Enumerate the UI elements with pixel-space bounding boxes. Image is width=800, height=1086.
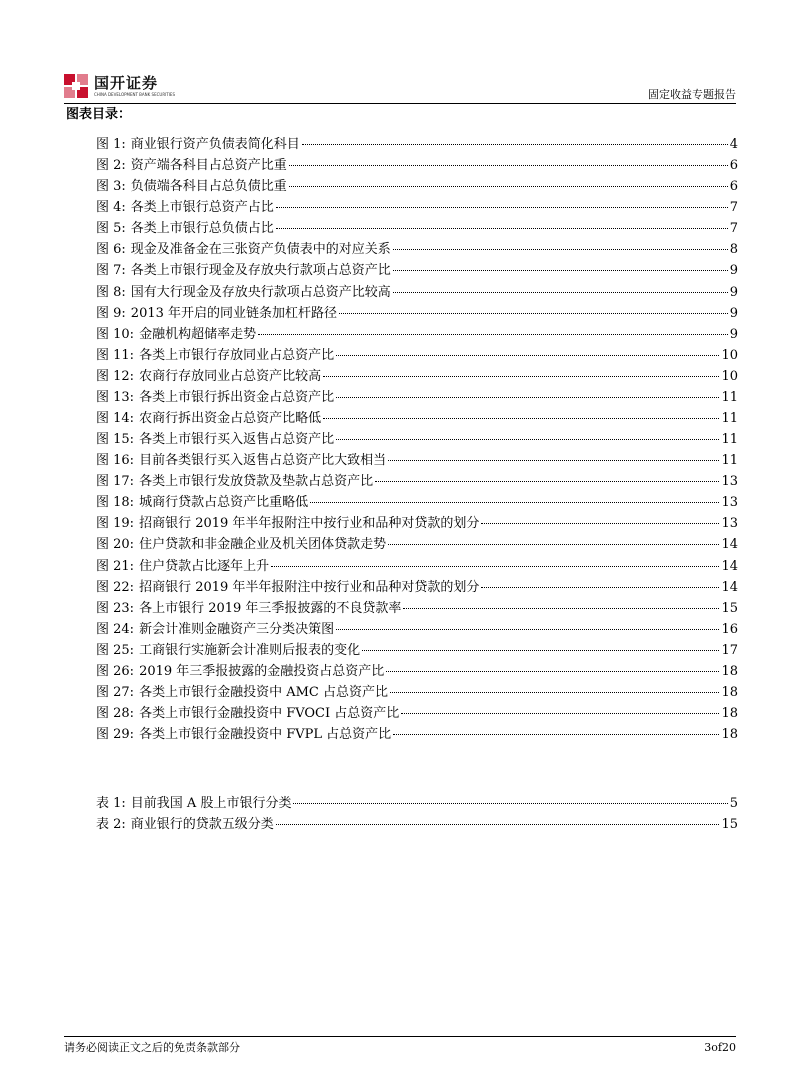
figure-label: 图 29: [96, 727, 135, 743]
figure-page-number: 11 [721, 432, 738, 448]
table-title: 商业银行的贷款五级分类 [130, 817, 274, 833]
figure-entry[interactable] [96, 260, 738, 281]
figure-entry[interactable] [96, 282, 738, 303]
dot-leader [276, 207, 728, 208]
figure-page-number: 16 [721, 621, 738, 637]
figure-page-number: 13 [721, 516, 738, 532]
figure-label: 图 5: [96, 221, 126, 237]
figure-page-number: 11 [721, 389, 738, 405]
table-entry[interactable] [96, 814, 738, 835]
figure-page-number: 11 [721, 453, 738, 469]
figure-title: 招商银行 2019 年半年报附注中按行业和品种对贷款的划分 [139, 516, 480, 532]
figure-entry[interactable] [96, 450, 738, 471]
figure-entry[interactable] [96, 619, 738, 640]
figure-title: 金融机构超储率走势 [139, 326, 257, 342]
figure-label: 图 10: [96, 326, 135, 342]
page-number: 3of20 [704, 1041, 736, 1054]
figure-entry[interactable] [96, 218, 738, 239]
table-page-number: 15 [721, 817, 738, 833]
figure-page-number: 15 [721, 600, 738, 616]
figure-title: 各类上市银行拆出资金占总资产比 [139, 389, 335, 405]
dot-leader [390, 692, 719, 693]
figure-title: 各类上市银行金融投资中 FVPL 占总资产比 [139, 727, 392, 743]
dot-leader [393, 270, 728, 271]
figure-label: 图 8: [96, 284, 126, 300]
figure-page-number: 9 [729, 326, 738, 342]
dot-leader [323, 418, 719, 419]
figure-entry[interactable] [96, 155, 738, 176]
figure-page-number: 10 [721, 347, 738, 363]
figure-page-number: 18 [721, 663, 738, 679]
dot-leader [375, 481, 719, 482]
figure-label: 图 23: [96, 600, 135, 616]
figure-page-number: 13 [721, 474, 738, 490]
toc-title: 图表目录： [66, 107, 132, 122]
figure-label: 图 24: [96, 621, 135, 637]
figure-title: 各类上市银行金融投资中 AMC 占总资产比 [139, 685, 388, 701]
figure-page-number: 4 [729, 137, 738, 152]
figure-label: 图 16: [96, 453, 135, 469]
figure-page-number: 18 [721, 685, 738, 701]
table-title: 目前我国 A 股上市银行分类 [130, 796, 292, 811]
figure-title: 各类上市银行金融投资中 FVOCI 占总资产比 [139, 706, 400, 722]
figure-label: 图 4: [96, 200, 126, 216]
dot-leader [388, 460, 719, 461]
figure-label: 图 2: [96, 158, 126, 174]
figure-label: 图 18: [96, 495, 135, 511]
figure-title: 各类上市银行现金及存放央行款项占总资产比 [130, 263, 391, 279]
figure-page-number: 7 [729, 200, 738, 216]
figure-label: 图 19: [96, 516, 135, 532]
footer-divider [64, 1036, 736, 1037]
figure-title: 2019 年三季报披露的金融投资占总资产比 [139, 663, 385, 679]
table-label: 表 2: [96, 817, 126, 833]
dot-leader [289, 186, 728, 187]
dot-leader [393, 292, 728, 293]
report-type: 固定收益专题报告 [648, 88, 736, 101]
figure-entry[interactable] [96, 366, 738, 387]
dot-leader [393, 249, 728, 250]
dot-leader [302, 144, 728, 145]
dot-leader [323, 376, 719, 377]
dot-leader [276, 824, 720, 825]
figure-entry[interactable] [96, 345, 738, 366]
figure-label: 图 27: [96, 685, 135, 701]
dot-leader [481, 587, 719, 588]
figure-label: 图 11: [96, 347, 135, 363]
figure-entry[interactable] [96, 197, 738, 218]
figure-title: 负债端各科目占总负债比重 [130, 179, 287, 195]
dot-leader [258, 334, 728, 335]
figure-page-number: 14 [721, 537, 738, 553]
dot-leader [386, 671, 719, 672]
figure-label: 图 22: [96, 579, 135, 595]
logo-chinese-name: 国开证券 [94, 74, 159, 92]
figure-label: 图 21: [96, 558, 135, 574]
figure-page-number: 7 [729, 221, 738, 237]
figure-entry[interactable] [96, 513, 738, 534]
figure-page-number: 14 [721, 558, 738, 574]
figure-page-number: 11 [721, 411, 738, 427]
figure-page-number: 18 [721, 706, 738, 722]
figure-title: 农商行拆出资金占总资产比略低 [139, 411, 322, 427]
table-entry[interactable] [96, 793, 738, 814]
dot-leader [481, 523, 719, 524]
figure-label: 图 9: [96, 305, 126, 321]
dot-leader [293, 803, 727, 804]
figure-page-number: 9 [729, 263, 738, 279]
figure-entry[interactable] [96, 471, 738, 492]
footer-disclaimer: 请务必阅读正文之后的免责条款部分 [64, 1041, 240, 1054]
logo-mark-icon [64, 74, 88, 98]
table-list [96, 793, 738, 835]
figure-label: 图 7: [96, 263, 126, 279]
figure-entry[interactable] [96, 703, 738, 724]
figure-page-number: 18 [721, 727, 738, 743]
dot-leader [289, 165, 728, 166]
figure-title: 工商银行实施新会计准则后报表的变化 [139, 642, 361, 658]
figure-entry[interactable] [96, 640, 738, 661]
figure-title: 资产端各科目占总资产比重 [130, 158, 287, 174]
figure-entry[interactable] [96, 534, 738, 555]
figure-label: 图 20: [96, 537, 135, 553]
figure-title: 现金及准备金在三张资产负债表中的对应关系 [130, 242, 391, 258]
figure-entry[interactable] [96, 176, 738, 197]
figure-title: 各类上市银行存放同业占总资产比 [139, 347, 335, 363]
figure-entry[interactable] [96, 492, 738, 513]
figure-page-number: 6 [729, 179, 738, 195]
figure-list [96, 134, 738, 745]
figure-entry[interactable] [96, 661, 738, 682]
figure-entry[interactable] [96, 724, 738, 745]
figure-page-number: 13 [721, 495, 738, 511]
figure-entry[interactable] [96, 239, 738, 260]
dot-leader [393, 734, 719, 735]
figure-page-number: 17 [721, 642, 738, 658]
dot-leader [339, 313, 728, 314]
figure-page-number: 14 [721, 579, 738, 595]
figure-entry[interactable] [96, 556, 738, 577]
dot-leader [271, 566, 719, 567]
figure-entry[interactable] [96, 682, 738, 703]
figure-title: 2013 年开启的同业链条加杠杆路径 [130, 305, 338, 321]
figure-title: 商业银行资产负债表简化科目 [130, 137, 300, 152]
dot-leader [336, 397, 719, 398]
figure-entry[interactable] [96, 387, 738, 408]
figure-title: 城商行贷款占总资产比重略低 [139, 495, 309, 511]
figure-page-number: 8 [729, 242, 738, 258]
figure-label: 图 13: [96, 389, 135, 405]
figure-entry[interactable] [96, 134, 738, 155]
figure-entry[interactable] [96, 324, 738, 345]
figure-label: 图 28: [96, 706, 135, 722]
figure-title: 国有大行现金及存放央行款项占总资产比较高 [130, 284, 391, 300]
figure-entry[interactable] [96, 303, 738, 324]
figure-title: 各类上市银行总资产占比 [130, 200, 274, 216]
dot-leader [401, 713, 719, 714]
dot-leader [336, 629, 719, 630]
figure-title: 各上市银行 2019 年三季报披露的不良贷款率 [139, 600, 402, 616]
table-page-number: 5 [729, 796, 738, 811]
figure-title: 各类上市银行总负债占比 [130, 221, 274, 237]
dot-leader [362, 650, 719, 651]
figure-label: 图 25: [96, 642, 135, 658]
figure-label: 图 17: [96, 474, 135, 490]
figure-label: 图 14: [96, 411, 135, 427]
figure-entry[interactable] [96, 408, 738, 429]
figure-title: 农商行存放同业占总资产比较高 [139, 368, 322, 384]
dot-leader [276, 228, 728, 229]
figure-title: 目前各类银行买入返售占总资产比大致相当 [139, 453, 387, 469]
figure-entry[interactable] [96, 598, 738, 619]
header-divider [64, 103, 736, 104]
figure-label: 图 6: [96, 242, 126, 258]
figure-title: 新会计准则金融资产三分类决策图 [139, 621, 335, 637]
company-logo [64, 72, 175, 100]
figure-title: 住户贷款和非金融企业及机关团体贷款走势 [139, 537, 387, 553]
figure-label: 图 3: [96, 179, 126, 195]
figure-label: 图 15: [96, 432, 135, 448]
figure-label: 图 26: [96, 663, 135, 679]
figure-title: 各类上市银行发放贷款及垫款占总资产比 [139, 474, 374, 490]
figure-title: 住户贷款占比逐年上升 [139, 558, 270, 574]
dot-leader [336, 439, 719, 440]
figure-page-number: 9 [729, 305, 738, 321]
figure-page-number: 9 [729, 284, 738, 300]
figure-page-number: 6 [729, 158, 738, 174]
dot-leader [310, 502, 719, 503]
dot-leader [336, 355, 719, 356]
figure-entry[interactable] [96, 577, 738, 598]
page-header [64, 70, 736, 104]
dot-leader [388, 544, 719, 545]
figure-label: 图 12: [96, 368, 135, 384]
figure-title: 各类上市银行买入返售占总资产比 [139, 432, 335, 448]
dot-leader [403, 608, 719, 609]
figure-entry[interactable] [96, 429, 738, 450]
table-label: 表 1: [96, 796, 126, 811]
figure-title: 招商银行 2019 年半年报附注中按行业和品种对贷款的划分 [139, 579, 480, 595]
logo-english-name: CHINA DEVELOPMENT BANK SECURITIES [94, 92, 175, 97]
figure-page-number: 10 [721, 368, 738, 384]
figure-label: 图 1: [96, 137, 126, 152]
